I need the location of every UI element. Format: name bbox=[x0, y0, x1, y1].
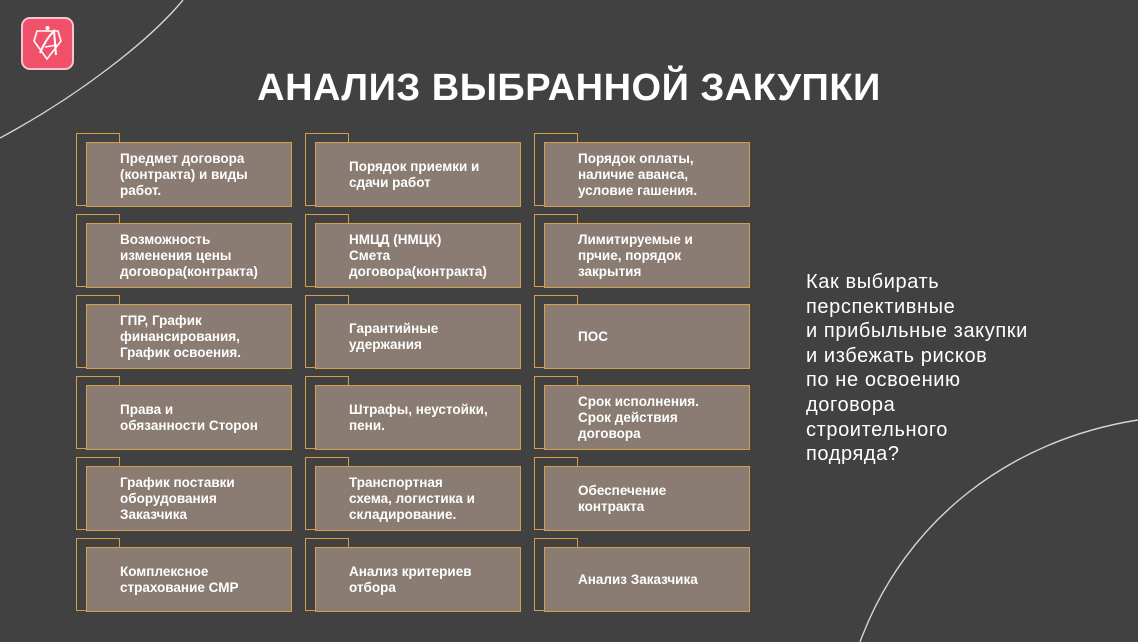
topic-card bbox=[534, 133, 770, 219]
card-label: Права и обязанности Сторон bbox=[120, 401, 258, 433]
topic-card bbox=[76, 457, 312, 543]
topic-card bbox=[534, 538, 770, 624]
topic-card bbox=[76, 538, 312, 624]
lawyer-logo-icon bbox=[23, 19, 72, 68]
card-label: Предмет договора (контракта) и виды работ. bbox=[120, 150, 248, 198]
card-label: Срок исполнения. Срок действия договора bbox=[578, 393, 699, 441]
topic-card bbox=[305, 376, 541, 462]
card-label: Порядок приемки и сдачи работ bbox=[349, 158, 480, 190]
topic-card bbox=[76, 376, 312, 462]
topic-card bbox=[76, 295, 312, 381]
topic-card bbox=[534, 214, 770, 300]
card-label: Анализ критериев отбора bbox=[349, 563, 472, 595]
question-text: Как выбирать перспективные и прибыльные закупки и избежать рисков по не освоению договора строительного подряда? bbox=[806, 271, 1028, 466]
page-title: АНАЛИЗ ВЫБРАННОЙ ЗАКУПКИ bbox=[257, 67, 881, 109]
card-label: Штрафы, неустойки, пени. bbox=[349, 401, 488, 433]
card-label: Лимитируемые и прчие, порядок закрытия bbox=[578, 231, 693, 279]
card-label: Обеспечение контракта bbox=[578, 482, 667, 514]
card-label: Гарантийные удержания bbox=[349, 320, 439, 352]
topic-card bbox=[534, 457, 770, 543]
topic-card bbox=[534, 295, 770, 381]
topic-card bbox=[76, 133, 312, 219]
card-label: Комплексное страхование СМР bbox=[120, 563, 239, 595]
card-label: ПОС bbox=[578, 328, 608, 344]
topic-card bbox=[305, 295, 541, 381]
card-label: Транспортная схема, логистика и складирование. bbox=[349, 474, 475, 522]
topic-card bbox=[305, 133, 541, 219]
card-label: Порядок оплаты, наличие аванса, условие гашения. bbox=[578, 150, 698, 198]
topic-card bbox=[305, 214, 541, 300]
topic-card bbox=[534, 376, 770, 462]
topic-card bbox=[76, 214, 312, 300]
card-label: НМЦД (НМЦК) Смета договора(контракта) bbox=[349, 231, 487, 279]
card-label: Анализ Заказчика bbox=[578, 571, 698, 587]
card-label: График поставки оборудования Заказчика bbox=[120, 474, 235, 522]
card-label: ГПР, График финансирования, График освоения. bbox=[120, 312, 242, 360]
topic-card bbox=[305, 457, 541, 543]
card-label: Возможность изменения цены договора(контракта) bbox=[120, 231, 258, 279]
logo bbox=[21, 17, 74, 70]
topic-card bbox=[305, 538, 541, 624]
